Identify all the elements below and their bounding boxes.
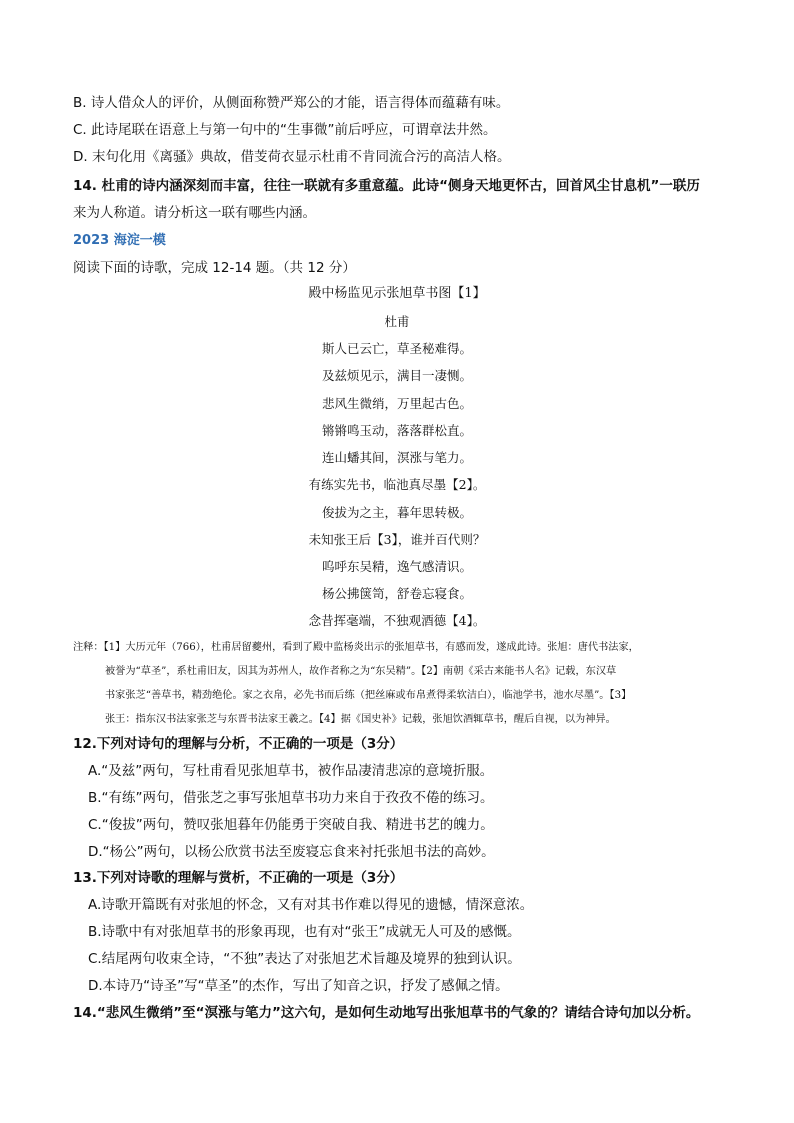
question-13-stem: 13.下列对诗歌的理解与赏析，不正确的一项是（3分）: [73, 870, 404, 886]
question-12-option-c: C.“俊拔”两句，赞叹张旭暮年仍能勇于突破自我、精进书艺的魄力。: [88, 817, 494, 833]
poem-line: 俊拔为之主，暮年思转极。: [321, 505, 472, 520]
poem-line: 有练实先书，临池真尽墨【2】。: [308, 477, 486, 492]
annotation-line: 被誉为“草圣”，系杜甫旧友，因其为苏州人，故作者称之为“东吴精”。【2】南朝《采古来能书人名》记载，东汉草: [105, 666, 617, 677]
reading-instruction: 阅读下面的诗歌，完成 12-14 题。（共 12 分）: [73, 260, 356, 276]
question-12-option-a: A.“及兹”两句，写杜甫看见张旭草书，被作品凄清悲凉的意境折服。: [88, 763, 494, 779]
poem-line: 连山蟠其间，溟涨与笔力。: [321, 450, 472, 465]
option-c-prev: C. 此诗尾联在语意上与第一句中的“生事微”前后呼应，可谓章法井然。: [73, 122, 497, 138]
question-14-prev-line2: 来为人称道。请分析这一联有哪些内涵。: [73, 205, 316, 221]
poem-line: 杨公拂箧笥，舒卷忘寝食。: [321, 586, 472, 601]
poem-author: 杜甫: [384, 314, 410, 329]
poem-line: 及兹烦见示，满目一凄恻。: [321, 368, 472, 383]
question-12-option-b: B.“有练”两句，借张芝之事写张旭草书功力来自于孜孜不倦的练习。: [88, 790, 494, 806]
poem-line: 未知张王后【3】，谁并百代则？: [308, 532, 486, 547]
question-12-stem: 12.下列对诗句的理解与分析，不正确的一项是（3分）: [73, 736, 404, 752]
annotation-line: 张王：指东汉书法家张芝与东晋书法家王羲之。【4】据《国史补》记载，张旭饮酒辄草书，醒后自视，以为神异。: [105, 714, 616, 725]
poem-line: 念昔挥毫端，不独观酒德【4】。: [308, 613, 486, 628]
annotation-line: 注释：【1】大历元年（766），杜甫居留夔州，看到了殿中监杨炎出示的张旭草书，有感而发，遂成此诗。张旭：唐代书法家，: [73, 642, 639, 653]
option-b-prev: B. 诗人借众人的评价，从侧面称赞严郑公的才能，语言得体而蕴藉有味。: [73, 95, 510, 111]
poem-title: 殿中杨监见示张旭草书图【1】: [308, 286, 486, 301]
poem-line: 呜呼东吴精，逸气感清识。: [321, 559, 472, 574]
option-d-prev: D. 末句化用《离骚》典故，借芰荷衣显示杜甫不肯同流合污的高洁人格。: [73, 149, 511, 165]
question-13-option-c: C.结尾两句收束全诗，“不独”表达了对张旭艺术旨趣及境界的独到认识。: [88, 951, 521, 967]
question-13-option-b: B.诗歌中有对张旭草书的形象再现，也有对“张王”成就无人可及的感慨。: [88, 924, 521, 940]
question-13-option-d: D.本诗乃“诗圣”写“草圣”的杰作，写出了知音之识，抒发了感佩之情。: [88, 978, 509, 994]
section-title: 2023 海淀一模: [73, 233, 166, 248]
poem-line: 悲风生微绡，万里起古色。: [321, 396, 472, 411]
question-14-prev-line1: 14. 杜甫的诗内涵深刻而丰富，往往一联就有多重意蕴。此诗“侧身天地更怀古，回首风尘甘息机”一联历: [73, 178, 700, 194]
question-13-option-a: A.诗歌开篇既有对张旭的怀念，又有对其书作难以得见的遗憾，情深意浓。: [88, 897, 534, 913]
annotation-line: 书家张芝“善草书，精劲绝伦。家之衣帛，必先书而后练（把丝麻或布帛煮得柔软洁白），临池学书，池水尽墨”。【3】: [105, 690, 632, 701]
annotations: [73, 636, 738, 732]
poem-line: 斯人已云亡，草圣秘难得。: [321, 341, 472, 356]
poem-line: 锵锵鸣玉动，落落群松直。: [321, 423, 472, 438]
question-12-option-d: D.“杨公”两句，以杨公欣赏书法至废寝忘食来衬托张旭书法的高妙。: [88, 844, 495, 860]
question-14: 14.“悲风生微绡”至“溟涨与笔力”这六句，是如何生动地写出张旭草书的气象的？请结合诗句加以分析。: [73, 1005, 700, 1021]
